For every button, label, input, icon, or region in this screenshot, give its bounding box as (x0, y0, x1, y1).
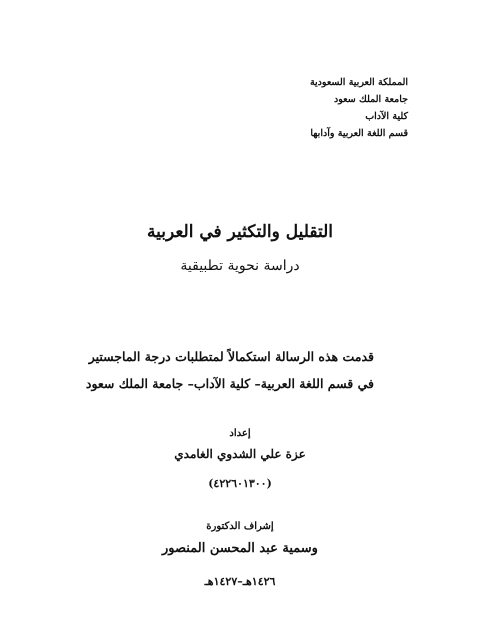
department-line: قسم اللغة العربية وآدابها (310, 128, 408, 139)
thesis-statement-line-2: في قسم اللغة العربية– كلية الآداب– جامعة الملك سعود (85, 376, 374, 391)
thesis-statement (74, 343, 374, 397)
country-line: المملكة العربية السعودية (309, 77, 408, 88)
college-line: كلية الآداب (365, 111, 408, 122)
thesis-subtitle: دراسة نحوية تطبيقية (180, 258, 300, 274)
academic-years: ١٤٢٦هـ–١٤٢٧هـ (204, 575, 276, 588)
thesis-title: التقليل والتكثير في العربية (146, 222, 334, 242)
thesis-statement-line-1: قدمت هذه الرسالة استكمالاً لمتطلبات درجة الماجستير (88, 349, 374, 364)
university-line: جامعة الملك سعود (333, 94, 408, 105)
prepared-by-label: إعداد (229, 428, 251, 439)
author-name: عزة علي الشدوي الغامدي (174, 447, 306, 461)
institution-header (208, 74, 408, 142)
supervisor-name: وسمية عبد المحسن المنصور (162, 541, 318, 556)
student-id: (٤٢٢٦٠١٣٠٠) (208, 477, 272, 490)
supervisor-label: إشراف الدكتورة (206, 521, 274, 532)
